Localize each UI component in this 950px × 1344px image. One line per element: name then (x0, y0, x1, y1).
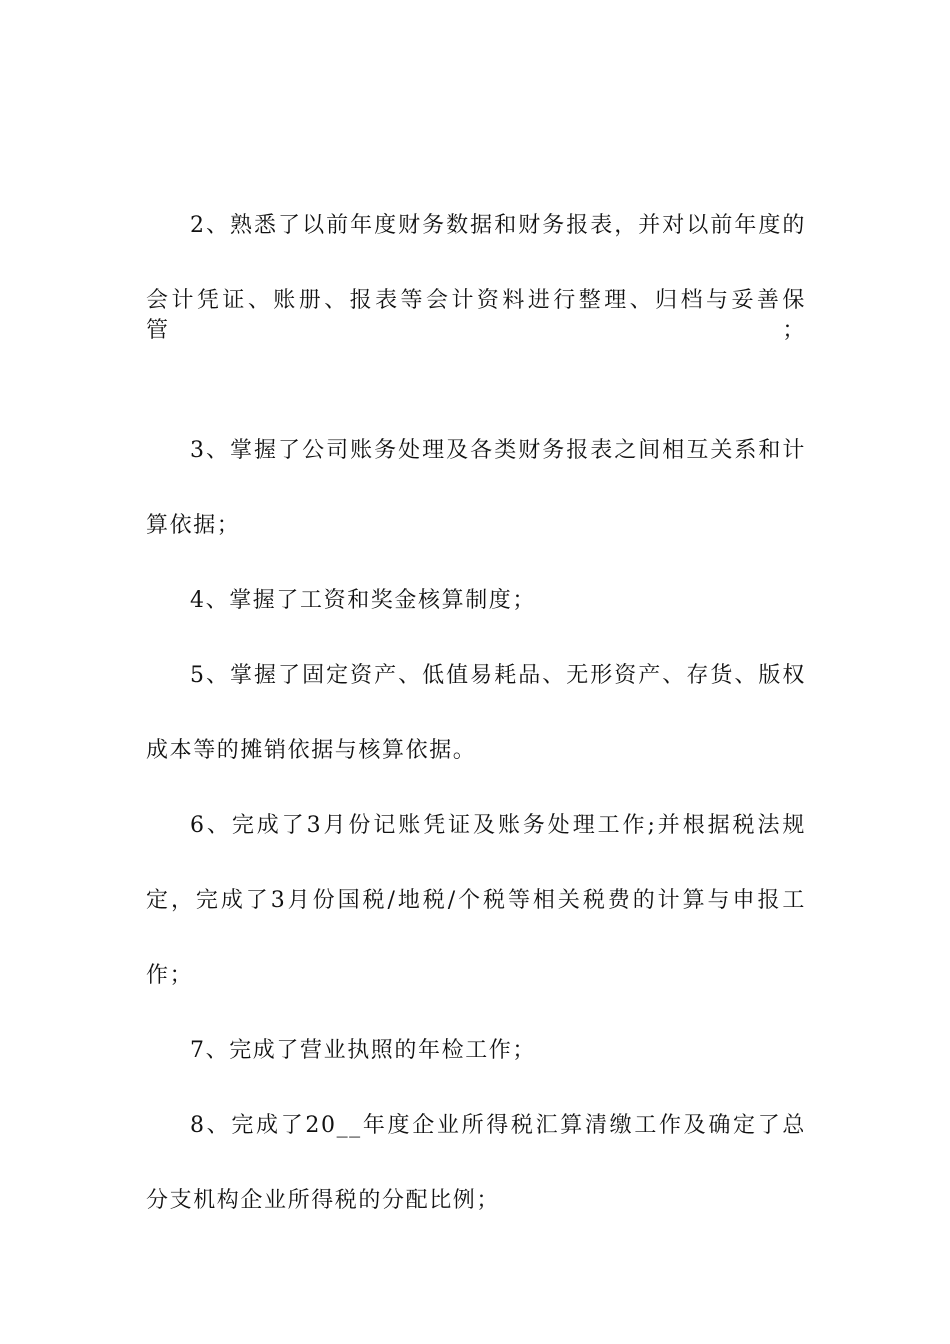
item-8-line-1: 8、完成了20__年度企业所得税汇算清缴工作及确定了总 (190, 1113, 806, 1138)
item-6-line-1: 6、完成了3月份记账凭证及账务处理工作;并根据税法规 (190, 813, 806, 838)
item-2-line-2: 会计凭证、账册、报表等会计资料进行整理、归档与妥善保管； (146, 288, 806, 343)
item-5-line-2: 成本等的摊销依据与核算依据。 (146, 738, 477, 763)
item-6-line-3: 作； (146, 963, 194, 988)
item-5-line-1: 5、掌握了固定资产、低值易耗品、无形资产、存货、版权 (190, 663, 806, 688)
item-2-line-1: 2、熟悉了以前年度财务数据和财务报表，并对以前年度的 (190, 213, 806, 238)
item-6-line-2: 定，完成了3月份国税/地税/个税等相关税费的计算与申报工 (146, 888, 806, 913)
item-4-line-1: 4、掌握了工资和奖金核算制度； (190, 588, 536, 613)
item-8-line-2: 分支机构企业所得税的分配比例； (146, 1188, 501, 1213)
item-3-line-2: 算依据； (146, 513, 241, 538)
item-7-line-1: 7、完成了营业执照的年检工作； (190, 1038, 536, 1063)
item-3-line-1: 3、掌握了公司账务处理及各类财务报表之间相互关系和计 (190, 438, 806, 463)
